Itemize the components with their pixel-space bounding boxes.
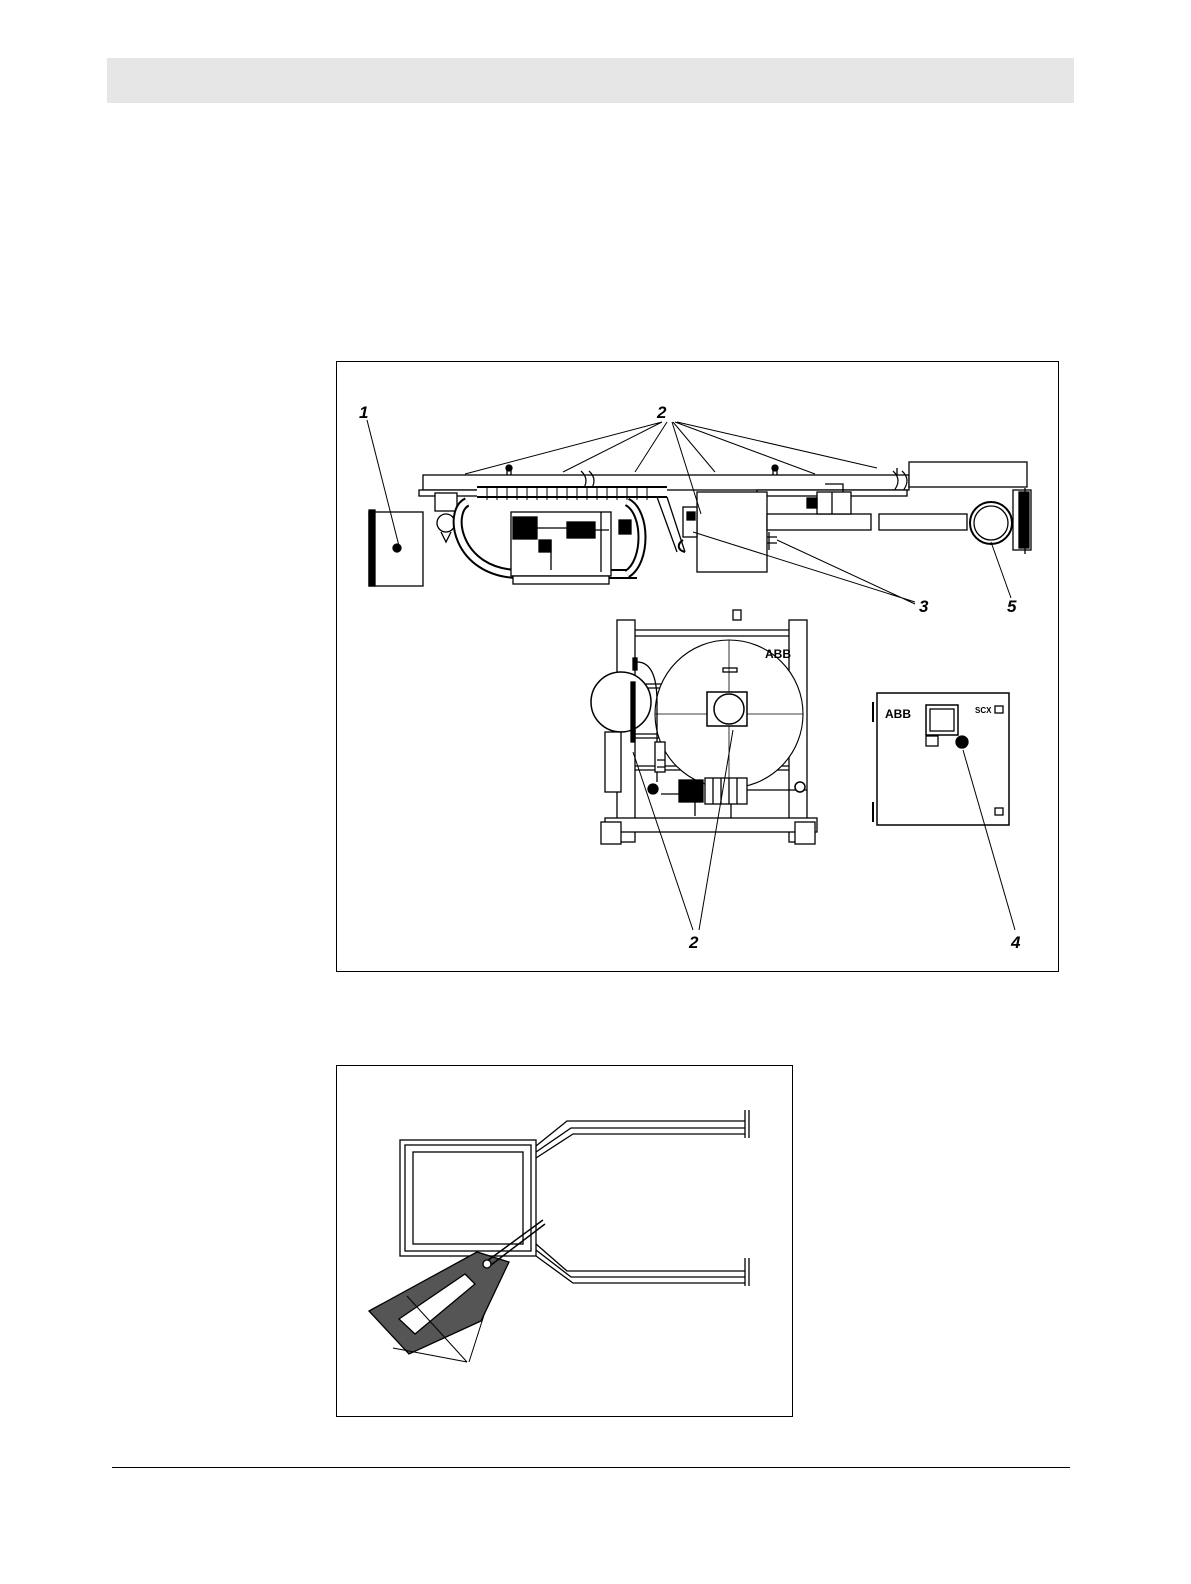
abb-logo-unit: ABB — [765, 647, 791, 661]
lifting-frame — [400, 1110, 749, 1286]
lifting-frame-drawing — [337, 1066, 794, 1418]
callout-1: 1 — [359, 403, 369, 422]
callout-3: 3 — [919, 597, 929, 616]
carriage-assembly — [369, 462, 1031, 586]
abb-logo-panel: ABB — [885, 707, 911, 721]
system-overview-drawing — [337, 362, 1060, 973]
lifting-frame-figure — [336, 1065, 793, 1417]
panel-model-label: SCX — [975, 706, 992, 715]
callout-5: 5 — [1007, 597, 1017, 616]
hydraulic-unit — [591, 610, 817, 844]
system-overview-figure — [336, 361, 1059, 972]
callout-2-top: 2 — [657, 403, 667, 422]
callout-4: 4 — [1011, 933, 1021, 952]
lifting-tag — [369, 1220, 545, 1362]
header-bar — [107, 58, 1074, 103]
callout-2-bottom: 2 — [689, 933, 699, 952]
control-panel — [873, 693, 1009, 825]
footer-rule — [112, 1467, 1070, 1468]
